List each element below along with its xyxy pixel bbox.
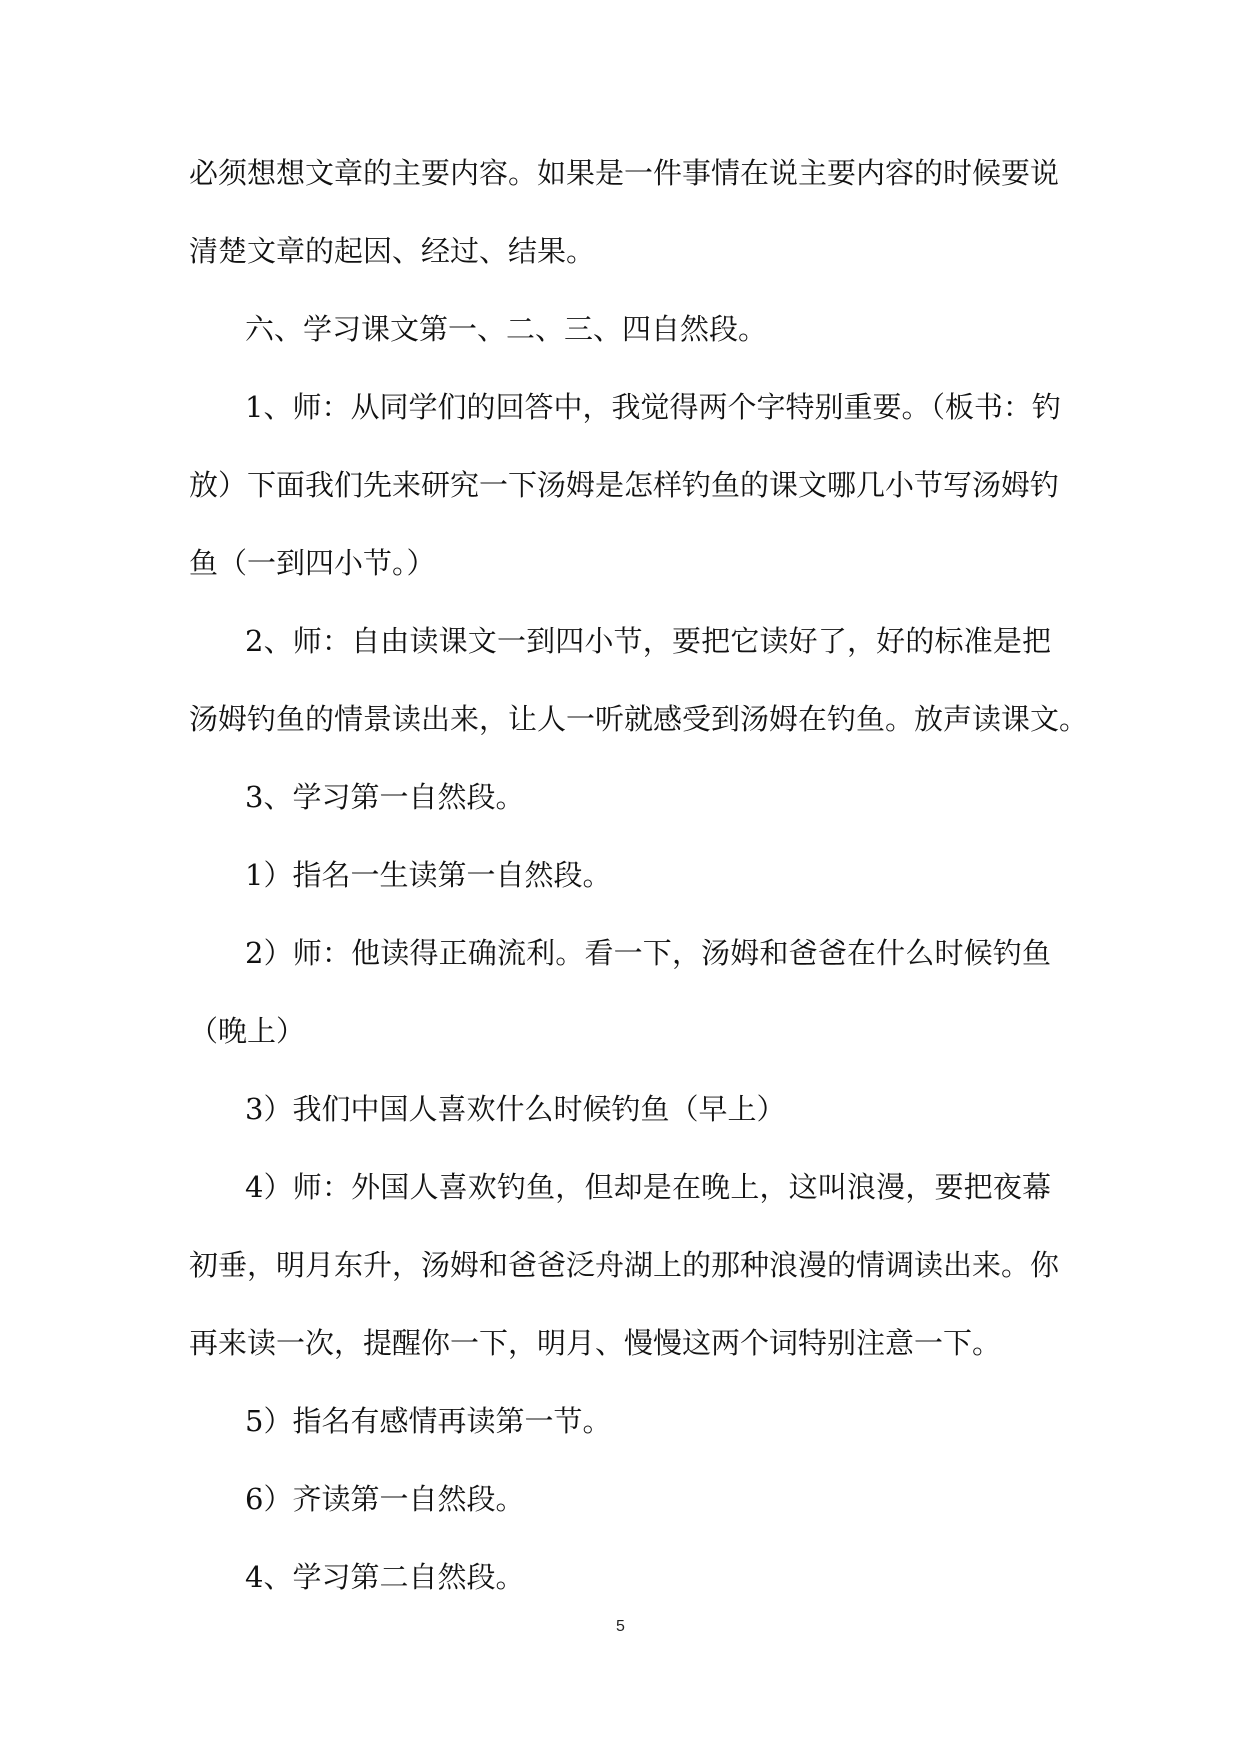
text-line: 初垂，明月东升，汤姆和爸爸泛舟湖上的那种浪漫的情调读出来。你 <box>189 1248 1060 1282</box>
text-line: 3、学习第一自然段。 <box>245 780 525 814</box>
text-line: 放）下面我们先来研究一下汤姆是怎样钓鱼的课文哪几小节写汤姆钓 <box>189 468 1060 502</box>
text-line: 2）师：他读得正确流利。看一下，汤姆和爸爸在什么时候钓鱼 <box>245 936 1051 970</box>
text-line: 汤姆钓鱼的情景读出来，让人一听就感受到汤姆在钓鱼。放声读课文。 <box>189 702 1089 736</box>
text-line: 鱼（一到四小节。） <box>189 546 436 580</box>
text-line: 3）我们中国人喜欢什么时候钓鱼（早上） <box>245 1092 786 1126</box>
page-number: 5 <box>616 1618 625 1635</box>
text-line: （晚上） <box>189 1014 306 1048</box>
text-line: 5）指名有感情再读第一节。 <box>245 1404 612 1438</box>
text-line: 4、学习第二自然段。 <box>245 1560 525 1594</box>
text-line: 1、师：从同学们的回答中，我觉得两个字特别重要。（板书：钓 <box>245 390 1061 424</box>
section-heading: 六、学习课文第一、二、三、四自然段。 <box>245 312 768 346</box>
text-line: 1）指名一生读第一自然段。 <box>245 858 612 892</box>
text-line: 4）师：外国人喜欢钓鱼，但却是在晚上，这叫浪漫，要把夜幕 <box>245 1170 1051 1204</box>
text-line: 2、师：自由读课文一到四小节，要把它读好了，好的标准是把 <box>245 624 1051 658</box>
text-line: 必须想想文章的主要内容。如果是一件事情在说主要内容的时候要说 <box>189 156 1060 190</box>
document-body <box>189 143 1089 1625</box>
text-line: 6）齐读第一自然段。 <box>245 1482 525 1516</box>
text-line: 清楚文章的起因、经过、结果。 <box>189 234 596 268</box>
text-line: 再来读一次，提醒你一下，明月、慢慢这两个词特别注意一下。 <box>189 1326 1002 1360</box>
